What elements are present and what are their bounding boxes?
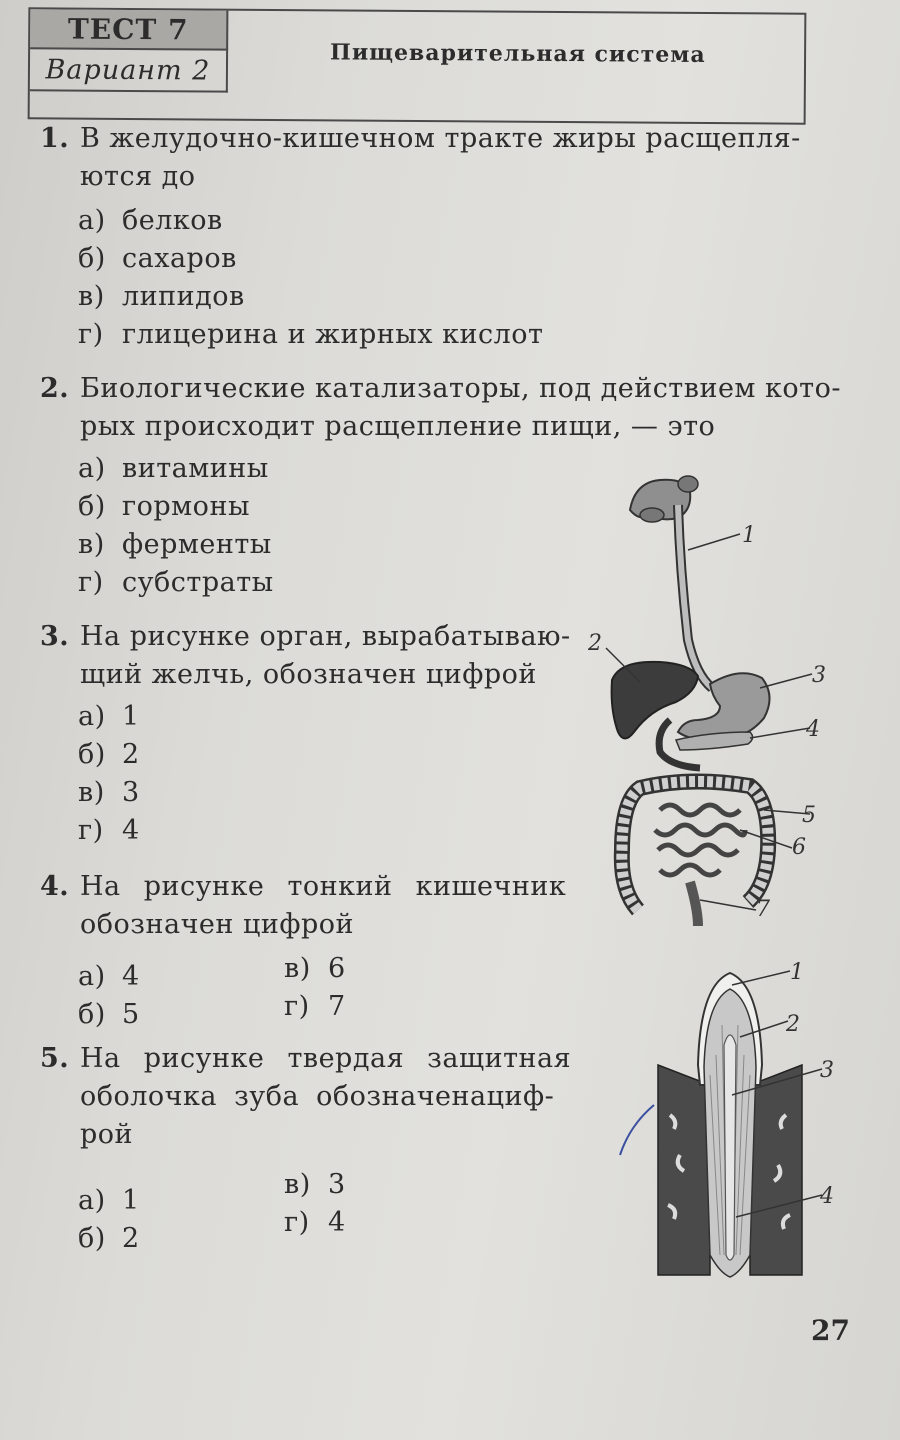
question-5 (40, 1040, 571, 1154)
question-1 (40, 120, 801, 196)
answer-option[interactable] (78, 774, 140, 812)
pulp (724, 1035, 736, 1260)
small-intestine (655, 805, 745, 875)
figure-label: 3 (812, 663, 826, 688)
question-text: На рисунке твердая защитная (80, 1043, 572, 1074)
option-letter: а) (78, 205, 106, 236)
question-2 (40, 370, 841, 446)
answer-option[interactable] (78, 812, 140, 850)
option-letter: в) (78, 529, 105, 560)
option-letter: а) (78, 961, 106, 992)
option-text: витамины (122, 453, 269, 484)
answer-option[interactable] (78, 1182, 140, 1220)
option-letter: б) (78, 739, 106, 770)
question-text-cont: щий желчь, обозначен цифрой (80, 659, 537, 690)
question-number: 5. (40, 1043, 70, 1074)
salivary-gland (640, 508, 664, 522)
option-text: 3 (122, 777, 140, 808)
option-text: 4 (328, 1207, 346, 1238)
question-text: В желудочно-кишечном тракте жиры расщепля- (80, 123, 801, 154)
answer-option[interactable] (78, 698, 140, 736)
question-text: На рисунке тонкий кишечник (80, 871, 567, 902)
option-letter: г) (78, 815, 104, 846)
option-letter: в) (78, 281, 105, 312)
question-number: 4. (40, 871, 70, 902)
option-text: 7 (328, 991, 346, 1022)
answer-option[interactable] (78, 1220, 140, 1258)
option-text: 1 (122, 1185, 140, 1216)
option-text: 2 (122, 739, 140, 770)
figure-label: 4 (806, 717, 820, 742)
answer-option[interactable] (284, 1204, 346, 1242)
option-letter: а) (78, 701, 106, 732)
option-text: гормоны (122, 491, 250, 522)
option-letter: б) (78, 243, 106, 274)
answer-option[interactable] (78, 526, 272, 564)
figure-label: 5 (802, 803, 816, 828)
option-letter: г) (78, 567, 104, 598)
rectum (690, 882, 698, 926)
page-number: 27 (811, 1314, 850, 1347)
option-text: липидов (122, 281, 245, 312)
answer-option[interactable] (78, 736, 140, 774)
figure-label: 6 (792, 835, 806, 860)
question-text: На рисунке орган, вырабатываю- (80, 621, 571, 652)
gum-bone (750, 1065, 802, 1275)
answer-option[interactable] (78, 316, 543, 354)
pen-mark (620, 1105, 654, 1155)
figure-label: 3 (820, 1058, 834, 1083)
answer-option[interactable] (78, 564, 274, 602)
answer-option[interactable] (284, 950, 346, 988)
topic-title: Пищеварительная система (330, 39, 706, 69)
option-letter: г) (284, 991, 310, 1022)
option-letter: г) (284, 1207, 310, 1238)
option-text: 2 (122, 1223, 140, 1254)
question-text-cont: обозначен цифрой (80, 909, 355, 940)
question-text: Биологические катализаторы, под действием кото- (80, 373, 841, 404)
answer-option[interactable] (78, 278, 245, 316)
option-letter: в) (284, 953, 311, 984)
digestive-system-figure (580, 470, 840, 930)
question-text-cont: оболочка зуба обозначенациф- (80, 1081, 555, 1112)
question-text-cont: рой (80, 1119, 134, 1150)
figure-label: 2 (588, 631, 602, 656)
tooth-figure (610, 955, 850, 1295)
option-text: ферменты (122, 529, 272, 560)
test-number: ТЕСТ 7 (30, 9, 228, 50)
option-letter: г) (78, 319, 104, 350)
option-text: 5 (122, 999, 140, 1030)
option-text: белков (122, 205, 223, 236)
question-text-cont: рых происходит расщепление пищи, — это (80, 411, 716, 442)
option-letter: а) (78, 453, 106, 484)
option-letter: б) (78, 491, 106, 522)
option-letter: б) (78, 1223, 106, 1254)
answer-option[interactable] (284, 1166, 346, 1204)
figure-label: 1 (742, 523, 756, 548)
option-text: субстраты (122, 567, 274, 598)
answer-option[interactable] (78, 996, 140, 1034)
option-text: 4 (122, 961, 140, 992)
figure-label: 1 (790, 960, 804, 985)
variant-label: Вариант 2 (30, 49, 228, 92)
figure-label: 4 (820, 1184, 834, 1209)
option-text: сахаров (122, 243, 237, 274)
figure-label: 2 (786, 1012, 800, 1037)
option-letter: в) (284, 1169, 311, 1200)
answer-option[interactable] (78, 958, 140, 996)
option-text: глицерина и жирных кислот (122, 319, 544, 350)
question-number: 3. (40, 621, 70, 652)
question-number: 2. (40, 373, 70, 404)
answer-option[interactable] (284, 988, 346, 1026)
salivary-gland (678, 476, 698, 492)
figure-label: 7 (756, 897, 770, 922)
answer-option[interactable] (78, 450, 269, 488)
answer-option[interactable] (78, 488, 250, 526)
question-number: 1. (40, 123, 70, 154)
question-3 (40, 618, 571, 694)
option-text: 4 (122, 815, 140, 846)
option-letter: в) (78, 777, 105, 808)
question-text-cont: ются до (80, 161, 196, 192)
option-text: 3 (328, 1169, 346, 1200)
question-4 (40, 868, 566, 944)
test-header (28, 7, 807, 124)
answer-option[interactable] (78, 202, 223, 240)
option-letter: а) (78, 1185, 106, 1216)
answer-option[interactable] (78, 240, 237, 278)
option-letter: б) (78, 999, 106, 1030)
option-text: 1 (122, 701, 140, 732)
option-text: 6 (328, 953, 346, 984)
